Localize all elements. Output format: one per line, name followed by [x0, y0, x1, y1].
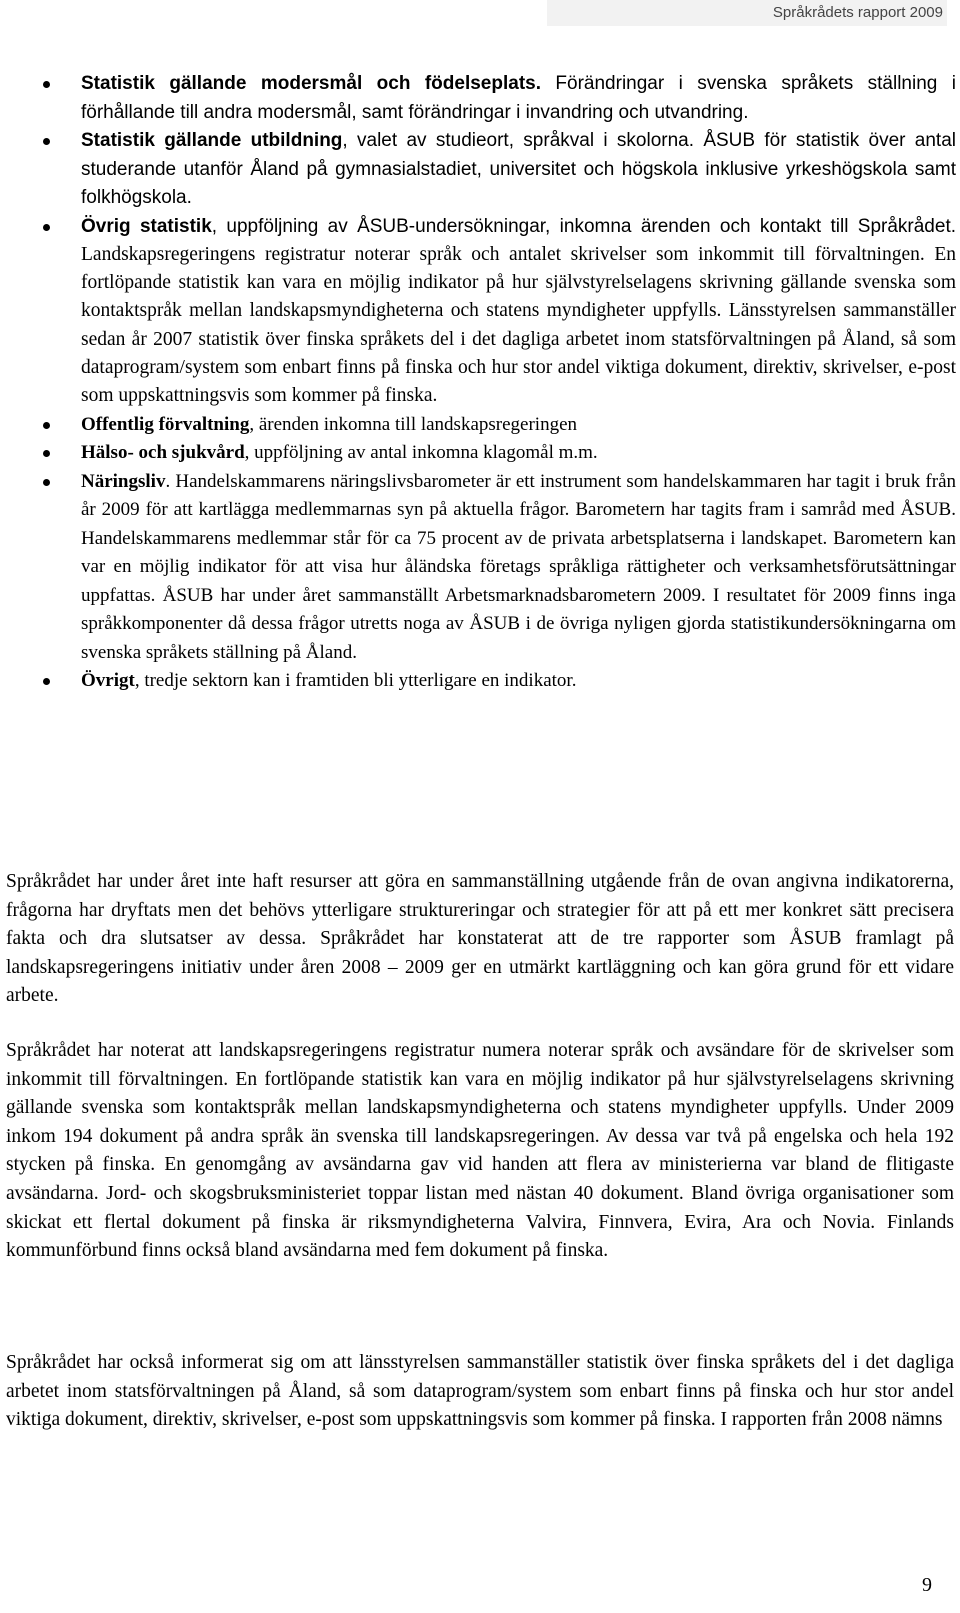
list-item-text: , uppföljning av ÅSUB-undersökningar, inkomna ärenden och kontakt till Språkrådet. [211, 215, 956, 237]
list-item [43, 468, 956, 668]
bullet-icon [43, 678, 50, 685]
list-item-lead: Statistik gällande modersmål och födelseplats. [81, 73, 541, 94]
list-item [43, 439, 956, 468]
list-item [43, 70, 956, 127]
body-paragraph: Språkrådet har under året inte haft resurser att göra en sammanställning utgående från de ovan angivna indikatorerna, frågorna har dryftats men det behövs ytterligare struktureringar och strategier för att på ett mer konkret sätt precisera fakta och dra slutsatser av dessa. Språkrådet har konstaterat att de tre rapporter som ÅSUB framlagt på landskapsregeringens initiativ under åren 2008 – 2009 ger en utmärkt kartläggning och kan göra grund för ett vidare arbete. [6, 871, 954, 1007]
list-item-text: , valet av studieort, språkval i skolorna. ÅSUB för statistik över antal studerande utanför Åland på gymnasialstadiet, universitet och högskola inklusive yrkeshögskola samt folkhögskola. [81, 130, 956, 208]
bullet-icon [43, 224, 50, 231]
list-item-text: Landskapsregeringens registratur noterar språk och antalet skrivelser som inkommit till förvaltningen. En fortlöpande statistik kan vara en möjlig indikator på hur självstyrelselagens skrivning gällande svenska som kontaktspråk mellan landskapsmyndigheterna och statens myndigheter uppfylls. Länsstyrelsen sammanställer sedan år 2007 statistik över finska språkets del i det dagliga arbetet inom statsförvaltningen på Åland, så som dataprogram/system som enbart finns på finska och hur stor andel viktiga dokument, direktiv, skrivelser, e-post som uppskattningsvis som kommer på finska. [81, 243, 956, 407]
list-item [43, 213, 956, 411]
list-item-lead: Hälso- och sjukvård [81, 442, 245, 464]
bullet-icon [43, 138, 50, 145]
bullet-icon [43, 479, 50, 486]
body-paragraph: Språkrådet har noterat att landskapsregeringens registratur numera noterar språk och avsändare för de skrivelser som inkommit till förvaltningen. En fortlöpande statistik kan vara en möjlig indikator på hur självstyrelselagens skrivning gällande svenska som kontaktspråk mellan landskapsmyndigheterna och statens myndigheter uppfylls. Under 2009 inkom 194 dokument på andra språk än svenska till landskapsregeringen. Av dessa var två på engelska och hela 192 stycken på finska. En genomgång av avsändarna gav vid handen att flera av ministerierna var bland de flitigaste avsändarna. Jord- och skogsbruksministeriet toppar listan med nästan 40 dokument. Bland övriga organisationer som skickat ett flertal dokument på finska är riksmyndigheterna Valvira, Finnvera, Evira, Ara och Novia. Finlands kommunförbund finns också bland avsändarna med fem dokument på finska. [6, 1040, 954, 1262]
body-paragraph: Språkrådet har också informerat sig om att länsstyrelsen sammanställer statistik över finska språkets del i det dagliga arbetet inom statsförvaltningen på Åland, så som dataprogram/system som enbart finns på finska och hur stor andel viktiga dokument, direktiv, skrivelser, e-post som uppskattningsvis som kommer på finska. I rapporten från 2008 nämns [6, 1352, 954, 1431]
list-item-lead: Övrig statistik [81, 215, 212, 237]
list-item-text: . Handelskammarens näringslivsbarometer är ett instrument som handelskammaren har tagit i bruk från år 2009 för att kartlägga medlemmarnas syn på aktuella frågor. Barometern har tagits fram i samråd med ÅSUB. Handelskammarens medlemmar står för ca 75 procent av de privata arbetsplatserna i landskapet. Barometern kan var en möjlig indikator för att visa hur åländska företags språkliga rättigheter och verksamhetsförutsättningar uppfattas. ÅSUB har under året sammanställt Arbetsmarknadsbarometern 2009. I resultatet för 2009 finns inga språkkomponenter då dessa frågor utretts noga av ÅSUB i de övriga nyligen gjorda statistikundersökningarna om svenska språkets ställning på Åland. [81, 470, 956, 663]
bullet-icon [43, 450, 50, 457]
list-item-lead: Offentlig förvaltning [81, 413, 250, 435]
list-item-text: Förändringar i svenska språkets ställning i förhållande till andra modersmål, samt förändringar i invandring och utvandring. [81, 73, 956, 123]
list-item-lead: Statistik gällande utbildning [81, 130, 343, 151]
list-item-text: , tredje sektorn kan i framtiden bli ytterligare en indikator. [134, 670, 577, 692]
list-item [43, 127, 956, 213]
list-item-lead: Övrigt [81, 670, 135, 692]
list-item-text: , uppföljning av antal inkomna klagomål m.m. [244, 442, 598, 464]
list-item [43, 667, 956, 696]
list-item-text: , ärenden inkomna till landskapsregeringen [249, 413, 578, 435]
indicator-list [43, 70, 956, 696]
list-item-lead: Näringsliv [81, 470, 166, 492]
page-number: 9 [922, 1574, 932, 1596]
report-title: Språkrådets rapport 2009 [772, 4, 943, 21]
bullet-icon [43, 81, 50, 88]
bullet-icon [43, 422, 50, 429]
list-item [43, 411, 956, 440]
running-header [547, 0, 947, 26]
